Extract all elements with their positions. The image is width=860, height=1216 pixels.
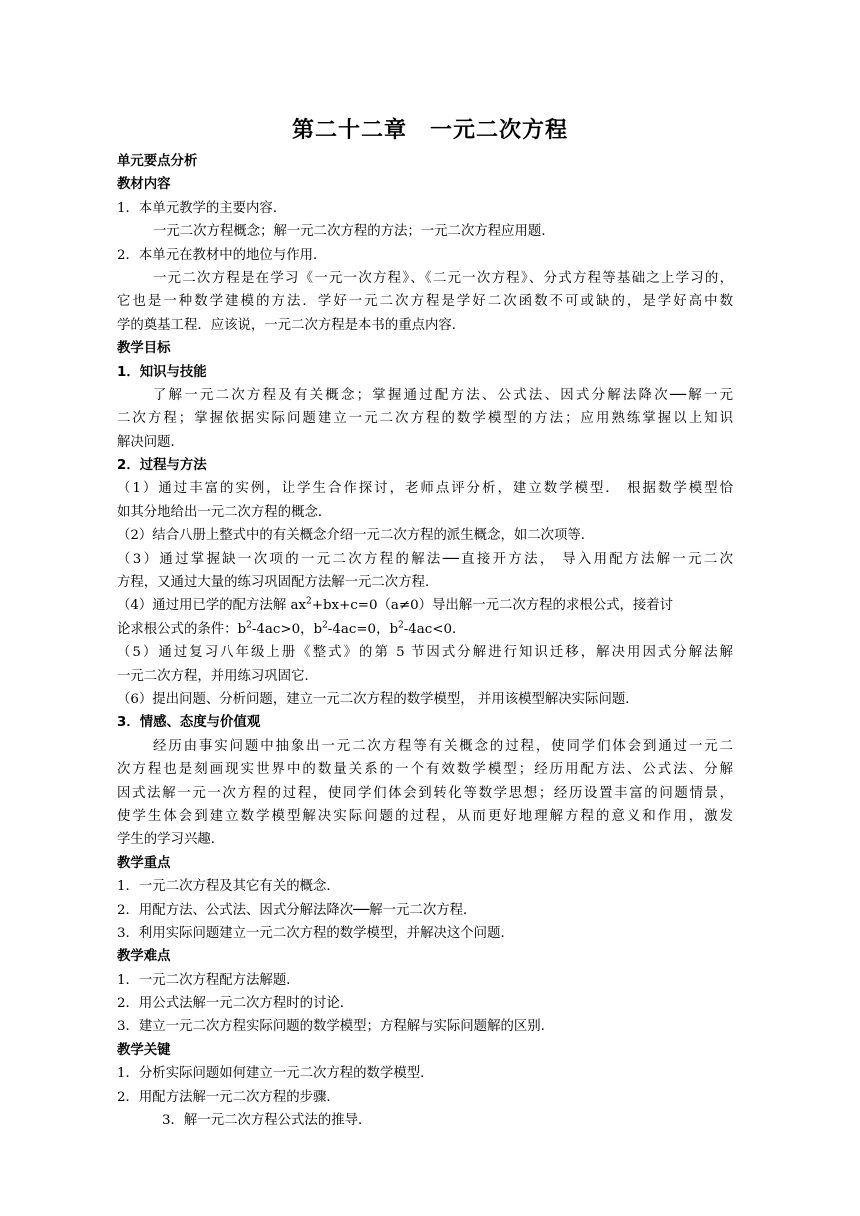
goal-1-line: 二次方程；掌握依据实际问题建立一元二次方程的数学模型的方法；应用熟练掌握以上知识 — [117, 411, 733, 427]
goal-3-line: 学生的学习兴趣． — [117, 832, 225, 848]
heading-difficulties: 教学难点 — [117, 949, 171, 965]
material-item-2: 2．本单元在教材中的地位与作用． — [117, 247, 327, 263]
difficulty: 1．一元二次方程配方法解题． — [117, 972, 300, 988]
material-para-line: 一元二次方程是在学习《一元一次方程》、《二元一次方程》、分式方程等基础之上学习的， — [153, 270, 733, 286]
heading-unit-analysis: 单元要点分析 — [117, 154, 198, 169]
crux-item: 1．分析实际问题如何建立一元二次方程的数学模型． — [117, 1066, 434, 1082]
material-item-1-text: 一元二次方程概念；解一元二次方程的方法；一元二次方程应用题． — [153, 224, 555, 240]
text-span: -4ac>0，b — [251, 621, 323, 637]
goal-3-heading: 3．情感、态度与价值观 — [117, 715, 261, 731]
text-span: 论求根公式的条件：b — [117, 621, 247, 637]
process-2: （2）结合八册上整式中的有关概念介绍一元二次方程的派生概念，如二次项等． — [117, 528, 595, 544]
process-5-line: 一元二次方程，并用练习巩固它． — [117, 668, 318, 684]
material-item-1: 1．本单元教学的主要内容． — [117, 200, 287, 216]
material-para-line: 学的奠基工程．应该说，一元二次方程是本书的重点内容． — [117, 317, 466, 333]
text-span: -4ac=0，b — [327, 621, 399, 637]
heading-key-points: 教学重点 — [117, 855, 171, 871]
key-point: 1．一元二次方程及其它有关的概念． — [117, 879, 340, 895]
goal-3-line: 使学生体会到建立数学模型解决实际问题的过程，从而更好地理解方程的意义和作用，激发 — [117, 808, 733, 824]
material-para-line: 它也是一种数学建模的方法．学好一元二次方程是学好二次函数不可或缺的，是学好高中数 — [117, 294, 733, 310]
process-3-line: 方程，又通过大量的练习巩固配方法解一元二次方程． — [117, 575, 439, 591]
text-span: （4）通过用已学的配方法解 ax — [117, 598, 306, 614]
goal-1-heading: 1．知识与技能 — [117, 364, 207, 380]
process-1-line: 如其分地给出一元二次方程的概念． — [117, 504, 332, 520]
goal-3-line: 次方程也是刻画现实世界中的数量关系的一个有效数学模型；经历用配方法、公式法、分解 — [117, 762, 733, 778]
superscript: 2 — [398, 620, 404, 631]
process-1-line: （1）通过丰富的实例，让学生合作探讨，老师点评分析，建立数学模型． 根据数学模型恰 — [117, 481, 733, 497]
key-point: 2．用配方法、公式法、因式分解法降次──解一元二次方程． — [117, 902, 477, 918]
key-point: 3．利用实际问题建立一元二次方程的数学模型，并解决这个问题． — [117, 925, 514, 941]
goal-1-line: 解决问题． — [117, 434, 184, 450]
text-span: -4ac<0． — [403, 621, 466, 637]
heading-material: 教材内容 — [117, 177, 171, 193]
superscript: 2 — [306, 596, 312, 607]
goal-1-line: 了解一元二次方程及有关概念；掌握通过配方法、公式法、因式分解法降次──解一元 — [153, 387, 733, 403]
chapter-title: 第二十二章 一元二次方程 — [291, 118, 568, 143]
text-span: +bx+c=0（a≠0）导出解一元二次方程的求根公式，接着讨 — [311, 598, 674, 614]
superscript: 2 — [246, 620, 252, 631]
difficulty: 2．用公式法解一元二次方程时的讨论． — [117, 996, 354, 1012]
difficulty: 3．建立一元二次方程实际问题的数学模型；方程解与实际问题解的区别． — [117, 1019, 555, 1035]
process-3-line: （3）通过掌握缺一次项的一元二次方程的解法──直接开方法， 导入用配方法解一元二次 — [117, 551, 733, 567]
crux-item: 2．用配方法解一元二次方程的步骤． — [117, 1089, 340, 1105]
heading-goals: 教学目标 — [117, 341, 171, 357]
process-4-line — [117, 618, 733, 641]
crux-item: 3．解一元二次方程公式法的推导． — [162, 1113, 372, 1129]
goal-2-heading: 2．过程与方法 — [117, 458, 207, 474]
goal-3-line: 经历由事实问题中抽象出一元二次方程等有关概念的过程，使同学们体会到通过一元二 — [153, 738, 733, 754]
process-5-line: （5）通过复习八年级上册《整式》的第 5 节因式分解进行知识迁移，解决用因式分解法解 — [117, 645, 733, 661]
heading-crux: 教学关键 — [117, 1042, 171, 1058]
process-4-line — [117, 594, 733, 617]
document-body — [117, 150, 733, 1132]
process-6: （6）提出问题、分析问题，建立一元二次方程的数学模型， 并用该模型解决实际问题． — [117, 691, 639, 707]
superscript: 2 — [322, 620, 328, 631]
goal-3-line: 因式法解一元一次方程的过程，使同学们体会到转化等数学思想；经历设置丰富的问题情景， — [117, 785, 733, 801]
